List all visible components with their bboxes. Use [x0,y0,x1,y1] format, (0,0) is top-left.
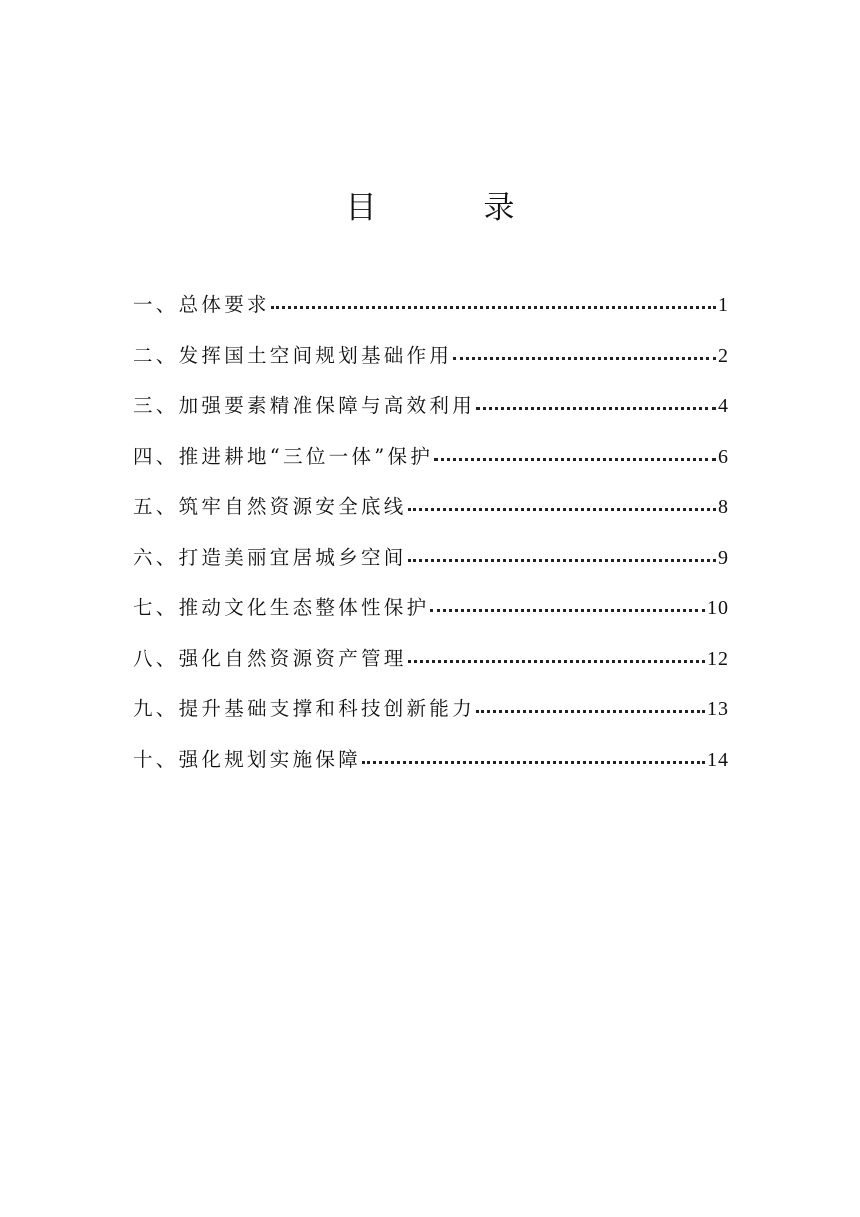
toc-entry-1[interactable] [133,280,729,331]
toc-entry-title: 一、总体要求 [133,293,270,316]
dot-leader [434,457,716,461]
dot-leader [408,507,716,511]
toc-page-number: 4 [718,395,729,417]
toc-entry-2[interactable] [133,331,729,382]
dot-leader [408,558,716,562]
toc-entry-title: 四、推进耕地“三位一体”保护 [133,444,434,468]
dot-leader [430,608,705,612]
dot-leader [271,305,716,309]
dot-leader [408,659,705,663]
dot-leader [476,709,705,713]
toc-entry-title: 七、推动文化生态整体性保护 [133,596,430,619]
toc-entry-3[interactable] [133,381,729,432]
toc-page-number: 13 [707,698,729,720]
toc-entry-4[interactable] [133,432,729,483]
toc-page-number: 9 [718,546,729,569]
toc-page-number: 14 [707,748,729,771]
dot-leader [453,356,716,360]
toc-entry-5[interactable] [133,482,729,533]
dot-leader [362,760,705,764]
toc-entry-title: 二、发挥国土空间规划基础作用 [133,343,453,367]
toc-entry-title: 五、筑牢自然资源安全底线 [133,495,407,518]
toc-page-number: 12 [707,647,729,670]
toc-page-number: 2 [718,344,729,367]
toc-entry-6[interactable] [133,533,729,584]
toc-title: 目 录 [345,190,553,226]
dot-leader [476,406,716,410]
toc-entry-title: 八、强化自然资源资产管理 [133,646,407,670]
toc-page-number: 8 [718,496,729,518]
toc-page-number: 10 [707,597,729,619]
toc-entry-title: 三、加强要素精准保障与高效利用 [133,394,476,417]
toc-entry-9[interactable] [133,684,729,735]
toc-entry-10[interactable] [133,735,729,786]
table-of-contents [133,280,729,785]
toc-entry-title: 十、强化规划实施保障 [133,747,362,771]
toc-entry-title: 六、打造美丽宜居城乡空间 [133,545,407,569]
toc-entry-7[interactable] [133,583,729,634]
toc-page-number: 1 [718,294,729,316]
toc-entry-title: 九、提升基础支撑和科技创新能力 [133,697,476,720]
toc-page-number: 6 [718,445,729,468]
toc-entry-8[interactable] [133,634,729,685]
